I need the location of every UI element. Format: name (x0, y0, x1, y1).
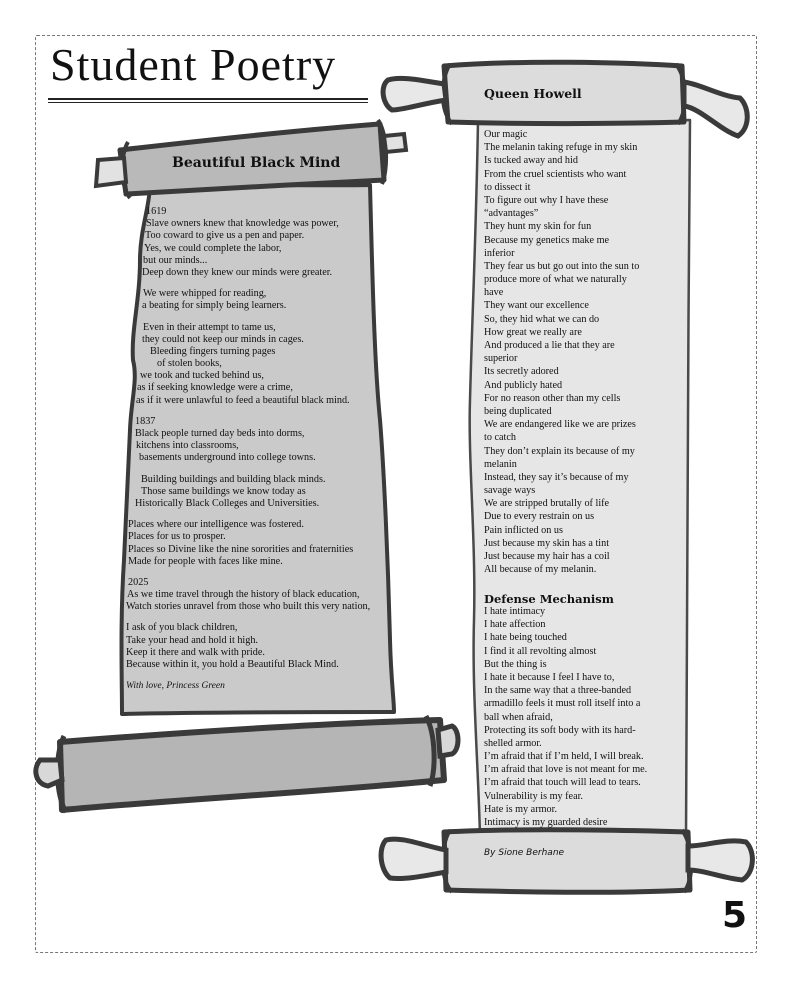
right-poem-line: They want our excellence (484, 300, 589, 312)
left-poem-line: Building buildings and building black minds. (141, 473, 326, 485)
stanza-gap (126, 671, 388, 680)
left-poem-line: kitchens into classrooms, (136, 440, 239, 452)
right-poem-line: “advantages” (484, 208, 539, 220)
right-poem-line: I hate it because I feel I have to, (484, 671, 615, 683)
left-poem-line: Keep it there and walk with pride. (126, 646, 265, 658)
left-poem-line: a beating for simply being learners. (142, 300, 287, 312)
right-poem-line: Just because my hair has a coil (484, 551, 610, 562)
right-poem-line: But the thing is (484, 658, 547, 670)
left-poem-body (126, 206, 388, 692)
right-poem-line: So, they hid what we can do (484, 313, 600, 325)
left-poem-line: Yes, we could complete the labor, (144, 242, 282, 254)
right-poem-line: I hate being touched (484, 632, 567, 644)
left-poem-line: basements underground into college towns. (139, 452, 316, 464)
right-poem-line: Instead, they say it’s because of my (484, 471, 629, 483)
defense-mechanism-body (484, 605, 684, 829)
page-title: Student Poetry (50, 39, 337, 90)
right-poem-line: Just because my skin has a tint (484, 537, 610, 549)
left-signature: With love, Princess Green (126, 681, 225, 692)
right-signature: By Sione Berhane (484, 848, 565, 858)
left-poem-title: Beautiful Black Mind (172, 155, 341, 171)
right-poem-line: Our magic (484, 129, 528, 140)
stanza-gap (126, 279, 388, 288)
stanza-gap (126, 510, 388, 519)
right-poem-line: I find it all revolting almost (484, 645, 597, 657)
right-poem-line: Hate is my armor. (484, 803, 557, 815)
left-poem-line: Historically Black Colleges and Universities. (135, 497, 320, 509)
right-poem-line: superior (484, 353, 518, 365)
right-poem-line: being duplicated (484, 405, 552, 417)
right-poem-line: Because my genetics make me (484, 234, 610, 246)
right-poem-line: armadillo feels it must roll itself into a (484, 698, 641, 710)
right-poem-body (484, 128, 684, 576)
right-poem-line: I hate affection (484, 619, 546, 631)
right-poem-line: They don’t explain its because of my (484, 445, 635, 457)
left-poem-line: 1619 (146, 206, 167, 217)
left-poem-line: Places for us to prosper. (128, 531, 226, 543)
right-poem-line: I’m afraid that touch will lead to tears. (484, 777, 641, 789)
right-poem-line: to dissect it (484, 181, 531, 193)
right-poem-line: From the cruel scientists who want (484, 168, 627, 180)
left-poem-line: Slave owners knew that knowledge was power, (146, 218, 339, 230)
left-poem-line: We were whipped for reading, (143, 288, 267, 300)
right-poem-line: produce more of what we naturally (484, 274, 627, 286)
stanza-gap (126, 613, 388, 622)
right-poem-line: The melanin taking refuge in my skin (484, 142, 638, 154)
right-poem-line: have (484, 287, 504, 299)
right-poem-line: I’m afraid that if I’m held, I will break. (484, 751, 644, 763)
left-poem-line: Places so Divine like the nine sororities and fraternities (128, 543, 354, 555)
left-poem-line: but our minds... (143, 254, 208, 266)
left-poem-line: as if it were unlawful to feed a beautiful black mind. (136, 394, 350, 406)
right-poem-line: I’m afraid that love is not meant for me. (484, 764, 648, 776)
right-poem-line: How great we really are (484, 326, 582, 338)
left-poem-line: Black people turned day beds into dorms, (135, 428, 305, 439)
left-poem-line: Made for people with faces like mine. (128, 555, 283, 567)
right-poem-line: We are stripped brutally of life (484, 498, 610, 510)
left-poem-line: Those same buildings we know today as (141, 485, 306, 497)
left-poem-line: we took and tucked behind us, (140, 370, 264, 382)
right-poem-line: They fear us but go out into the sun to (484, 260, 640, 272)
right-poem-line: Pain inflicted on us (484, 524, 563, 536)
left-poem-line: Even in their attempt to tame us, (143, 321, 276, 333)
right-poem-line: inferior (484, 247, 515, 259)
right-poem-line: shelled armor. (484, 737, 542, 749)
left-poem-line: of stolen books, (157, 358, 222, 370)
stanza-gap (126, 465, 388, 474)
right-poem-line: We are endangered like we are prizes (484, 419, 636, 431)
left-poem-line: Because within it, you hold a Beautiful Black Mind. (126, 659, 339, 670)
left-poem-line: I ask of you black children, (126, 622, 238, 634)
right-poem-line: Vulnerability is my fear. (484, 790, 583, 802)
page-number: 5 (722, 895, 748, 936)
stanza-gap (126, 407, 388, 416)
right-poem-line: Intimacy is my guarded desire (484, 817, 608, 828)
right-poem-line: To figure out why I have these (484, 194, 609, 206)
left-poem-line: Watch stories unravel from those who built this very nation, (126, 601, 371, 613)
right-poem-line: I hate intimacy (484, 606, 546, 617)
left-poem-line: 2025 (128, 576, 149, 588)
left-poem-line: they could not keep our minds in cages. (142, 333, 304, 345)
left-poem-line: Bleeding fingers turning pages (150, 345, 276, 357)
right-poem-line: For no reason other than my cells (484, 392, 621, 404)
right-poem-line: ball when afraid, (484, 711, 553, 723)
right-poem-line: Is tucked away and hid (484, 155, 578, 167)
right-poem-line: savage ways (484, 485, 536, 497)
left-poem-line: Places where our intelligence was fostered. (128, 519, 304, 531)
right-poem-line: They hunt my skin for fun (484, 221, 592, 233)
right-poem-line: to catch (484, 432, 516, 444)
right-poem-line: Protecting its soft body with its hard- (484, 724, 636, 736)
defense-mechanism-title: Defense Mechanism (484, 592, 614, 606)
left-poem-line: as if seeking knowledge were a crime, (137, 382, 293, 394)
right-poem-line: Its secretly adored (484, 366, 559, 378)
left-poem-line: Take your head and hold it high. (126, 634, 258, 646)
right-scroll-header: Queen Howell (484, 86, 582, 101)
left-poem-line: Deep down they knew our minds were greater. (142, 266, 333, 278)
right-poem-line: And produced a lie that they are (484, 340, 615, 351)
stanza-gap (126, 313, 388, 322)
left-poem-line: 1837 (135, 415, 156, 427)
right-poem-line: melanin (484, 458, 517, 470)
left-poem-line: As we time travel through the history of black education, (127, 589, 360, 601)
stanza-gap (126, 568, 388, 577)
right-poem-line: And publicly hated (484, 379, 563, 391)
left-poem-line: Too coward to give us a pen and paper. (145, 230, 305, 242)
right-poem-line: All because of my melanin. (484, 564, 597, 576)
right-poem-line: Due to every restrain on us (484, 511, 595, 523)
right-poem-line: In the same way that a three-banded (484, 685, 632, 697)
